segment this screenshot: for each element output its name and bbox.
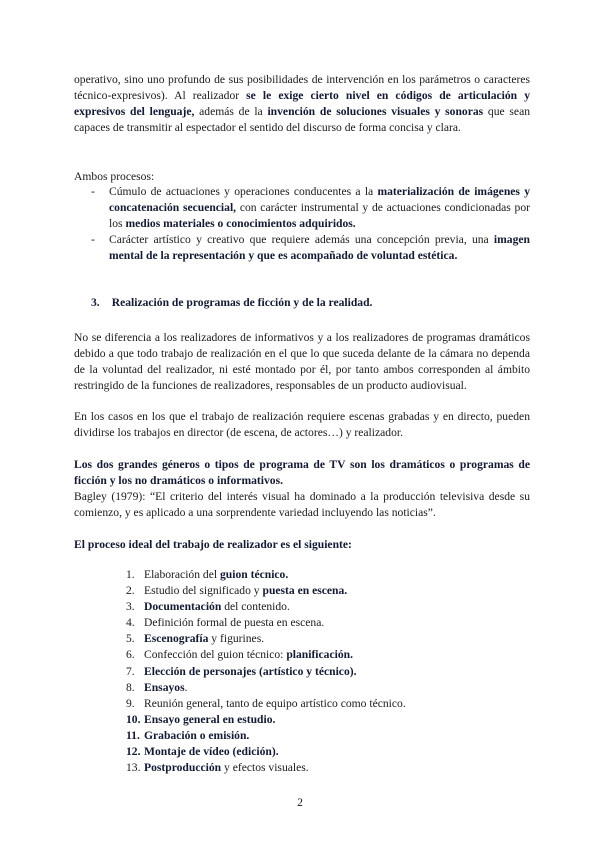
step-text: Elaboración del	[144, 568, 220, 581]
process-steps-list	[110, 567, 406, 776]
text-run: Cúmulo de actuaciones y operaciones conducentes a la	[109, 185, 378, 198]
generos-paragraph: Los dos grandes géneros o tipos de programa de TV son los dramáticos o programas de ficción y los no dramáticos o informativos.	[74, 458, 530, 487]
process-step	[110, 728, 406, 744]
step-text: del contenido.	[221, 600, 290, 614]
step-number: 6.	[126, 648, 135, 662]
process-step	[110, 615, 406, 631]
step-text: y efectos visuales.	[221, 761, 309, 775]
text-run: además de la	[194, 105, 268, 118]
proceso-heading: El proceso ideal del trabajo de realizador es el siguiente:	[74, 538, 352, 551]
text-run: que sean capaces de transmitir al espectador el sentido del discurso de forma concisa y clara.	[74, 105, 531, 134]
dash-marker: -	[91, 185, 95, 198]
intro-paragraph	[74, 72, 530, 136]
process-step	[110, 664, 406, 680]
section-number: 3.	[91, 296, 100, 309]
process-step	[110, 712, 406, 728]
step-bold-text: puesta en escena.	[262, 584, 348, 598]
step-number: 3.	[126, 600, 135, 614]
step-bold-text: Escenografía	[144, 632, 209, 646]
step-text: .	[184, 680, 188, 694]
step-bold-text: guion técnico.	[219, 568, 289, 581]
step-number: 1.	[126, 568, 135, 581]
process-step	[110, 599, 406, 615]
bullet-item	[74, 184, 530, 232]
process-step	[110, 760, 406, 776]
text-run: con carácter instrumental y de actuaciones condicionadas por los	[109, 201, 530, 230]
section-paragraph-1: No se diferencia a los realizadores de informativos y a los realizadores de programas dramáticos debido a que todo trabajo de realización en el que lo que suceda delante de la cámara no dependa de la voluntad del realizador, ni esté montado por él, por tanto ambos corresponden al ámbito restringido de la funciones de realizadores, responsables de un producto audiovisual.	[74, 331, 530, 392]
bold-run: invención de soluciones visuales y sonoras	[267, 105, 484, 118]
step-text: Definición formal de puesta en escena.	[144, 616, 325, 630]
step-number: 9.	[126, 696, 135, 710]
process-step	[110, 567, 406, 583]
bold-run: se le exige cierto nivel en códigos de articulación y expresivos del lenguaje,	[74, 89, 530, 118]
step-text: y figurines.	[208, 632, 265, 646]
step-number: 5.	[126, 632, 135, 646]
step-bold-text: Documentación	[144, 600, 222, 614]
bullet-item	[74, 232, 530, 264]
step-bold-text: Grabación o emisión.	[144, 728, 250, 742]
process-step	[110, 680, 406, 696]
step-bold-text: Ensayos	[144, 680, 185, 694]
step-number: 10.	[126, 712, 141, 726]
process-step	[110, 744, 406, 760]
step-text: Reunión general, tanto de equipo artístico como técnico.	[144, 696, 406, 710]
ambos-title: Ambos procesos:	[74, 170, 155, 183]
process-step	[110, 583, 406, 599]
step-number: 13.	[126, 761, 141, 775]
step-text: Estudio del significado y	[144, 584, 263, 598]
step-number: 2.	[126, 584, 135, 598]
page-number: 2	[297, 796, 303, 809]
text-run: Carácter artístico y creativo que requiere además una concepción previa, una	[109, 233, 494, 246]
bold-run: medios materiales o conocimientos adquiridos.	[125, 217, 356, 230]
section-paragraph-2: En los casos en los que el trabajo de realización requiere escenas grabadas y en directo, pueden dividirse los trabajos en director (de escena, de actores…) y realizador.	[74, 410, 530, 439]
bold-run: imagen mental de la representación y que es acompañado de voluntad estética.	[109, 233, 530, 262]
bold-run: materialización de imágenes y concatenación secuencial,	[109, 185, 530, 214]
process-step	[110, 647, 406, 663]
section-title: Realización de programas de ficción y de la realidad.	[111, 296, 373, 309]
section-heading	[91, 296, 372, 309]
dash-marker: -	[91, 233, 95, 246]
process-step	[110, 696, 406, 712]
step-bold-text: planificación.	[286, 648, 353, 662]
step-number: 8.	[126, 680, 135, 694]
step-bold-text: Elección de personajes (artístico y técnico).	[144, 664, 357, 678]
bagley-quote: Bagley (1979): “El criterio del interés visual ha dominado a la producción televisiva desde su comienzo, y es aplicado a una sorprendente variedad incluyendo las noticias”.	[74, 490, 530, 519]
ambos-bullet-list	[74, 184, 530, 264]
step-number: 12.	[126, 745, 141, 759]
step-number: 4.	[126, 616, 135, 630]
step-bold-text: Postproducción	[144, 761, 222, 775]
step-number: 7.	[126, 664, 135, 678]
step-text: Confección del guion técnico:	[144, 648, 287, 662]
process-step	[110, 631, 406, 647]
step-bold-text: Montaje de vídeo (edición).	[144, 745, 279, 759]
text-run: operativo, sino uno profundo de sus posibilidades de intervención en los parámetros o caracteres técnico-expresivos). Al realizador	[74, 73, 530, 102]
step-number: 11.	[126, 728, 140, 742]
step-bold-text: Ensayo general en estudio.	[144, 712, 276, 726]
